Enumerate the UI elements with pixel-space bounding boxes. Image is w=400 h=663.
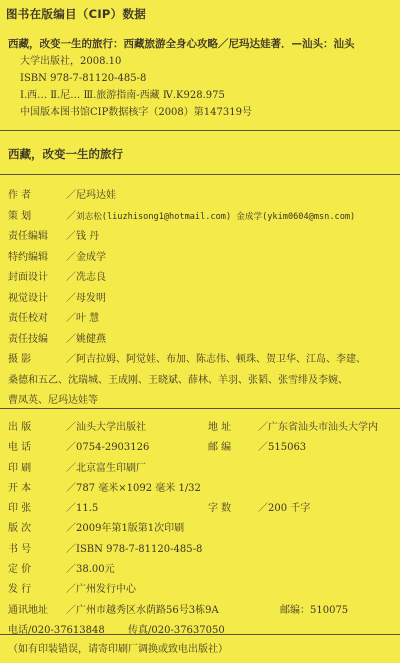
- cip-header: 图书在版编目（CIP）数据: [6, 7, 147, 21]
- mail-postcode-label: 邮编：: [280, 604, 310, 616]
- cip-classification-line: Ⅰ.西… Ⅱ.尼… Ⅲ.旅游指南-西藏 Ⅳ.K928.975: [20, 90, 225, 101]
- mail-label: 通讯地址: [8, 604, 48, 616]
- postcode-value: ／515063: [258, 442, 307, 454]
- price-value: ／38.00元: [66, 564, 115, 576]
- credit-row-special-editor: [8, 248, 398, 269]
- price-label: 定 价: [8, 564, 32, 576]
- sheets-value: ／11.5: [66, 503, 99, 515]
- credits-list: [8, 186, 398, 412]
- sheets-text: 11.5: [76, 503, 99, 515]
- phone-value: ／0754-2903126: [66, 442, 150, 454]
- publisher-value: ／汕头大学出版社: [66, 422, 146, 433]
- edition-text: 2009年第1版第1次印刷: [76, 523, 185, 535]
- photographers-line: 曹凤英、尼玛达娃等: [8, 395, 98, 406]
- book-title: 西藏，改变一生的旅行: [8, 147, 123, 161]
- edition-value: ／2009年第1版第1次印刷: [66, 523, 185, 535]
- printer-value: ／北京富生印刷厂: [66, 462, 146, 474]
- pub-row: [8, 601, 398, 621]
- printer-text: 北京富生印刷厂: [76, 462, 146, 474]
- address-label: 地 址: [208, 422, 232, 433]
- postcode-text: 515063: [268, 442, 307, 454]
- credit-label: 责任校对: [8, 313, 48, 324]
- credit-row-technical-editor: [8, 330, 398, 351]
- publisher-name: 汕头大学出版社: [76, 422, 146, 433]
- sheets-label: 印 张: [8, 503, 32, 515]
- mail-postcode-text: 510075: [310, 604, 349, 616]
- credit-separator: ／: [66, 313, 76, 324]
- isbn-text: ISBN 978-7-81120-485-8: [76, 543, 203, 555]
- credit-value: 姚健燕: [76, 333, 106, 345]
- cip-number-line: 中国版本图书馆CIP数据核字（2008）第147319号: [20, 107, 252, 118]
- format-label: 开 本: [8, 482, 32, 494]
- credit-row-photography: [8, 350, 398, 371]
- credit-separator: ／: [66, 292, 76, 304]
- footer-note: （如有印装错误，请寄印刷厂调换或致电出版社）: [8, 644, 228, 655]
- words-text: 200 千字: [268, 503, 311, 515]
- price-text: 38.00元: [76, 564, 115, 576]
- isbn-value: ／ISBN 978-7-81120-485-8: [66, 543, 203, 555]
- cip-record: [8, 36, 396, 121]
- address-text: 广东省汕头市汕头大学内: [268, 422, 378, 433]
- credit-row-cover-design: [8, 268, 398, 289]
- credit-separator: ／: [66, 251, 76, 263]
- credit-value: 母发明: [76, 292, 106, 304]
- format-value: ／787 毫米×1092 毫米 1/32: [66, 482, 201, 494]
- credit-label: 作 者: [8, 190, 32, 201]
- credit-separator: ／: [66, 210, 76, 222]
- credit-separator: ／: [66, 272, 76, 283]
- credit-label: 责任技编: [8, 333, 48, 345]
- pub-row: [8, 438, 398, 458]
- cip-title-line: 西藏，改变一生的旅行：西藏旅游全身心攻略／尼玛达娃著．—汕头：汕头: [8, 38, 355, 50]
- distributor-label: 发 行: [8, 584, 32, 596]
- distributor-value: ／广州发行中心: [66, 584, 136, 596]
- mail-postcode: [280, 601, 348, 621]
- words-value: ／200 千字: [258, 503, 311, 515]
- format-text: 787 毫米×1092 毫米 1/32: [76, 482, 201, 494]
- credit-row-editor: [8, 227, 398, 248]
- cip-isbn-line: ISBN 978-7-81120-485-8: [20, 73, 147, 84]
- photographers-line: 阿吉拉姆、阿觉娃、布加、陈志伟、顿珠、贺卫华、江岛、李建、: [76, 354, 366, 365]
- credit-value: 叶 慧: [76, 313, 100, 324]
- credit-value: 尼玛达娃: [76, 190, 116, 201]
- pub-row: [8, 580, 398, 600]
- photographers-line: 桑德和五乙、沈瑞城、王成刚、王晓斌、薛林、羊羽、张韬、张雪绯及李婉、: [8, 374, 348, 386]
- cip-publisher-line: 大学出版社，2008.10: [20, 56, 122, 67]
- divider: [0, 130, 400, 131]
- credit-label: 封面设计: [8, 272, 48, 283]
- credit-label: 责任编辑: [8, 231, 48, 242]
- credit-value: 钱 丹: [76, 231, 100, 242]
- credit-value: 金成学: [76, 251, 106, 263]
- tel-text: 电话/020-37613848: [8, 624, 105, 636]
- credit-separator: ／: [66, 231, 76, 242]
- credit-row-planner: [8, 207, 398, 228]
- pub-row: [8, 418, 398, 438]
- words-label: 字 数: [208, 503, 232, 515]
- credit-separator: ／: [66, 354, 76, 365]
- credit-label: 特约编辑: [8, 251, 48, 263]
- address-value: ／广东省汕头市汕头大学内: [258, 422, 378, 433]
- pub-row: [8, 621, 398, 641]
- credit-row-author: [8, 186, 398, 207]
- credit-label: 视觉设计: [8, 292, 48, 304]
- mail-text: 广州市越秀区水荫路56号3栋9A: [76, 604, 219, 616]
- fax-text: 传真/020-37637050: [128, 624, 225, 636]
- credit-row-proofreader: [8, 309, 398, 330]
- pub-row: [8, 519, 398, 539]
- phone-label: 电 话: [8, 442, 32, 454]
- pub-row: [8, 459, 398, 479]
- edition-label: 版 次: [8, 523, 32, 535]
- credit-separator: ／: [66, 333, 76, 345]
- postcode-label: 邮 编: [208, 442, 232, 454]
- mail-value: ／广州市越秀区水荫路56号3栋9A: [66, 604, 219, 616]
- publication-info: [8, 418, 398, 641]
- printer-label: 印 刷: [8, 462, 32, 474]
- publisher-label: 出 版: [8, 422, 32, 433]
- credit-label: 摄 影: [8, 354, 32, 365]
- divider: [0, 634, 400, 635]
- pub-row: [8, 479, 398, 499]
- pub-row: [8, 560, 398, 580]
- pub-row: [8, 499, 398, 519]
- credit-separator: ／: [66, 190, 76, 201]
- credit-value: 刘志松(liuzhisong1@hotmail.com) 金成学(ykim0604@msn.com): [76, 211, 356, 222]
- credit-label: 策 划: [8, 210, 32, 222]
- distributor-text: 广州发行中心: [76, 584, 136, 596]
- pub-row: [8, 540, 398, 560]
- isbn-label: 书 号: [8, 543, 32, 555]
- credit-row-visual-design: [8, 289, 398, 310]
- divider: [0, 408, 400, 409]
- phone-text: 0754-2903126: [76, 442, 150, 454]
- divider: [0, 174, 400, 175]
- credit-value: 冼志良: [76, 272, 106, 283]
